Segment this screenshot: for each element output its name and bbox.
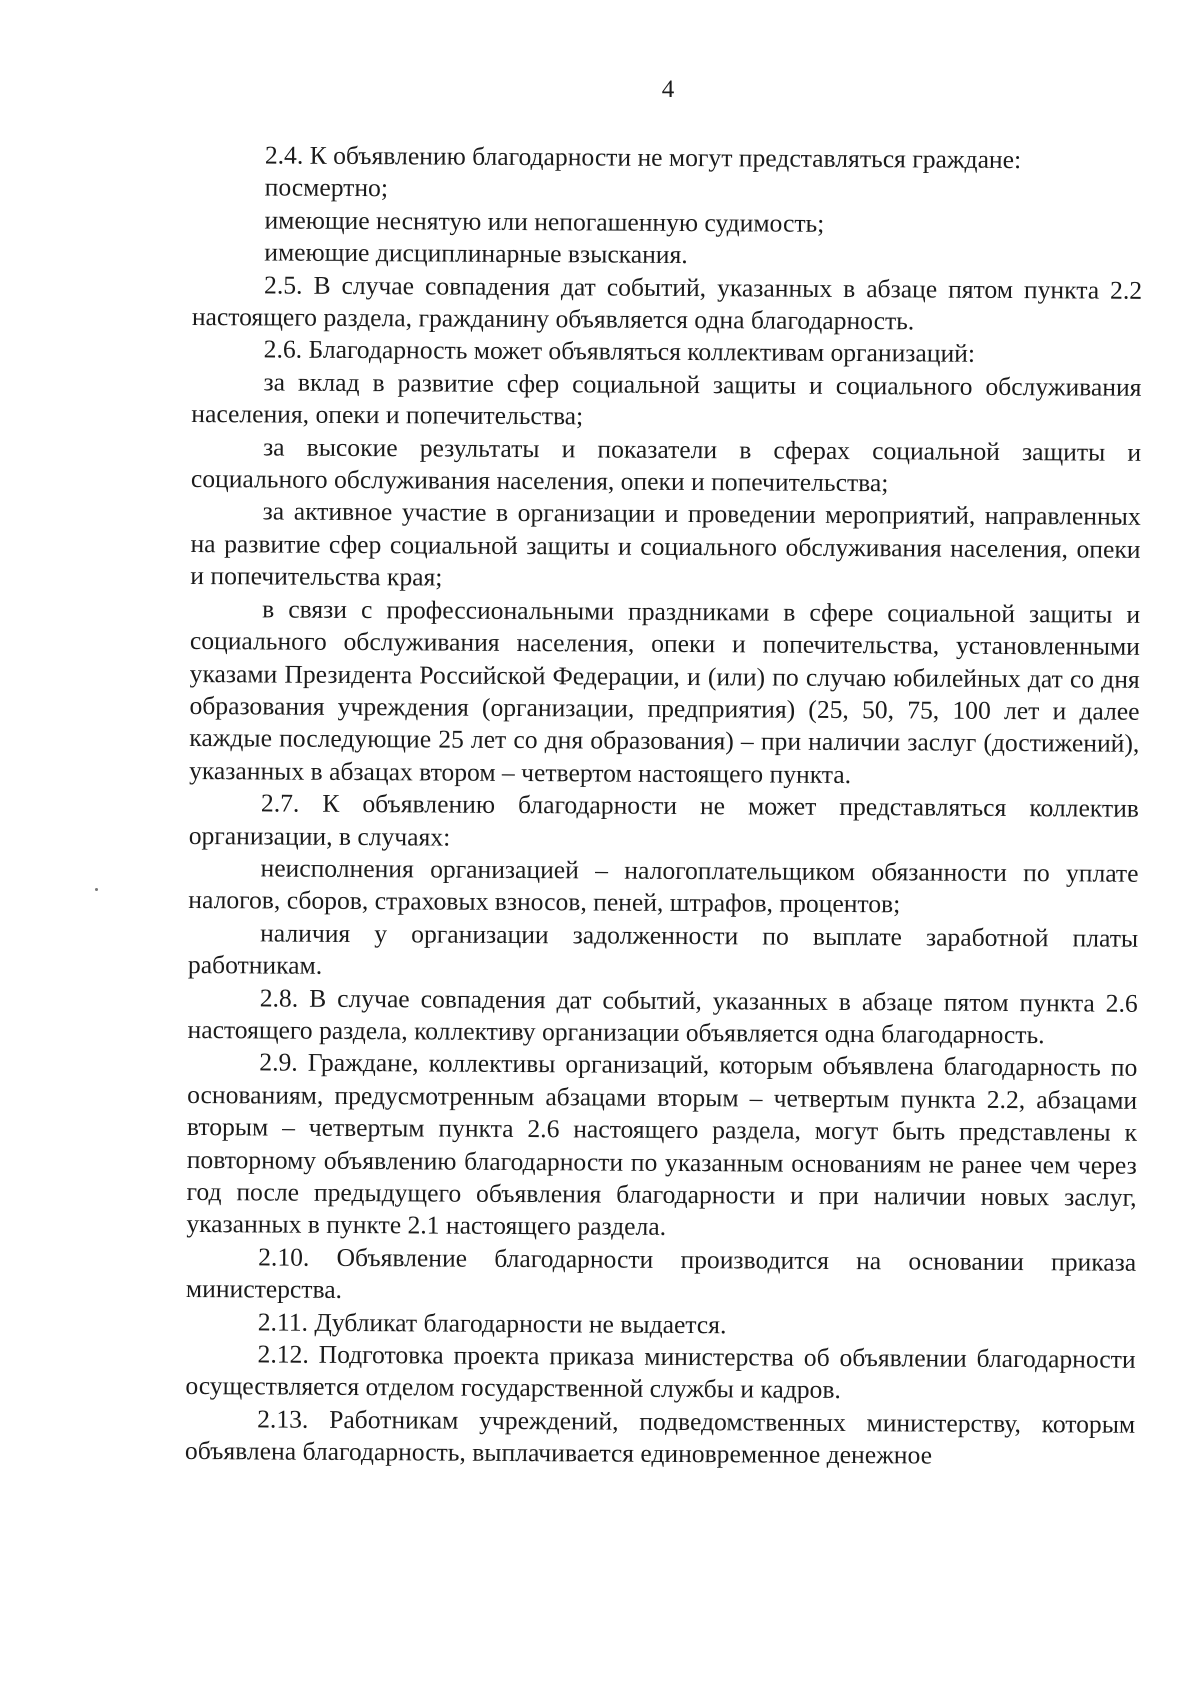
paragraph: в связи с профессиональными праздниками в сфере социальной защиты и социального обслуживания населения, опеки и попечительства, установленными указами Президента Российской Федерации, и (или) по случаю юбилейных дат со дня образования учреждения (организации, предприятия) (25, 50, 75, 100 лет и далее каждые последующие 25 лет со дня образования) – при наличии заслуг (достижений), указанных в абзацах втором – четвертом настоящего пункта.: [189, 594, 1141, 789]
paragraph: 2.5. В случае совпадения дат событий, указанных в абзаце пятом пункта 2.2 настоящего раздела, гражданину объявляется одна благодарность.: [191, 270, 1143, 336]
paragraph: 2.4. К объявлению благодарности не могут представляться граждане:: [264, 140, 1022, 175]
paragraph: за вклад в развитие сфер социальной защиты и социального обслуживания населения, опеки и попечительства;: [191, 367, 1142, 431]
paragraph: наличия у организации задолженности по выплате заработной платы работникам.: [187, 918, 1139, 980]
paragraph: посмертно;: [264, 172, 389, 203]
paragraph: 2.9. Граждане, коллективы организаций, которым объявлена благодарность по основаниям, предусмотренным абзацами вторым – четвертым пункта 2.2, абзацами вторым – четвертым пункта 2.6 настоящего раздела, могут быть представлены к повторному объявлению благодарности по указанным основаниям не ранее чем через год после предыдущего объявления благодарности и при наличии новых заслуг, указанных в пункте 2.1 настоящего раздела.: [186, 1047, 1138, 1242]
paragraph: 2.6. Благодарность может объявляться коллективам организаций:: [263, 334, 976, 369]
paragraph: 2.10. Объявление благодарности производится на основании приказа министерства.: [185, 1242, 1137, 1305]
paragraph: 2.13. Работникам учреждений, подведомственных министерству, которым объявлена благодарность, выплачивается единовременное денежное: [184, 1404, 1136, 1470]
paragraph: имеющие дисциплинарные взыскания.: [264, 237, 688, 270]
paragraph: за активное участие в организации и проведении мероприятий, направленных на развитие сфер социальной защиты и социального обслуживания населения, опеки и попечительства края;: [190, 496, 1141, 592]
page-number: 4: [661, 76, 675, 103]
document-body: [185, 139, 1143, 1473]
paragraph: 2.12. Подготовка проекта приказа министерства об объявлении благодарности осуществляется отделом государственной службы и кадров.: [185, 1339, 1136, 1405]
paragraph: 2.7. К объявлению благодарности не может представляться коллектив организации, в случаях:: [188, 788, 1140, 852]
paragraph: имеющие неснятую или непогашенную судимость;: [264, 205, 825, 238]
paragraph: неисполнения организацией – налогоплательщиком обязанности по уплате налогов, сборов, страховых взносов, пеней, штрафов, процентов;: [188, 853, 1139, 919]
paragraph: за высокие результаты и показатели в сферах социальной защиты и социального обслуживания населения, опеки и попечительства;: [190, 432, 1142, 498]
scan-speck: [95, 888, 98, 891]
paragraph: 2.11. Дубликат благодарности не выдается.: [257, 1307, 727, 1339]
paragraph: 2.8. В случае совпадения дат событий, указанных в абзаце пятом пункта 2.6 настоящего раздела, коллективу организации объявляется одна благодарность.: [187, 982, 1138, 1050]
